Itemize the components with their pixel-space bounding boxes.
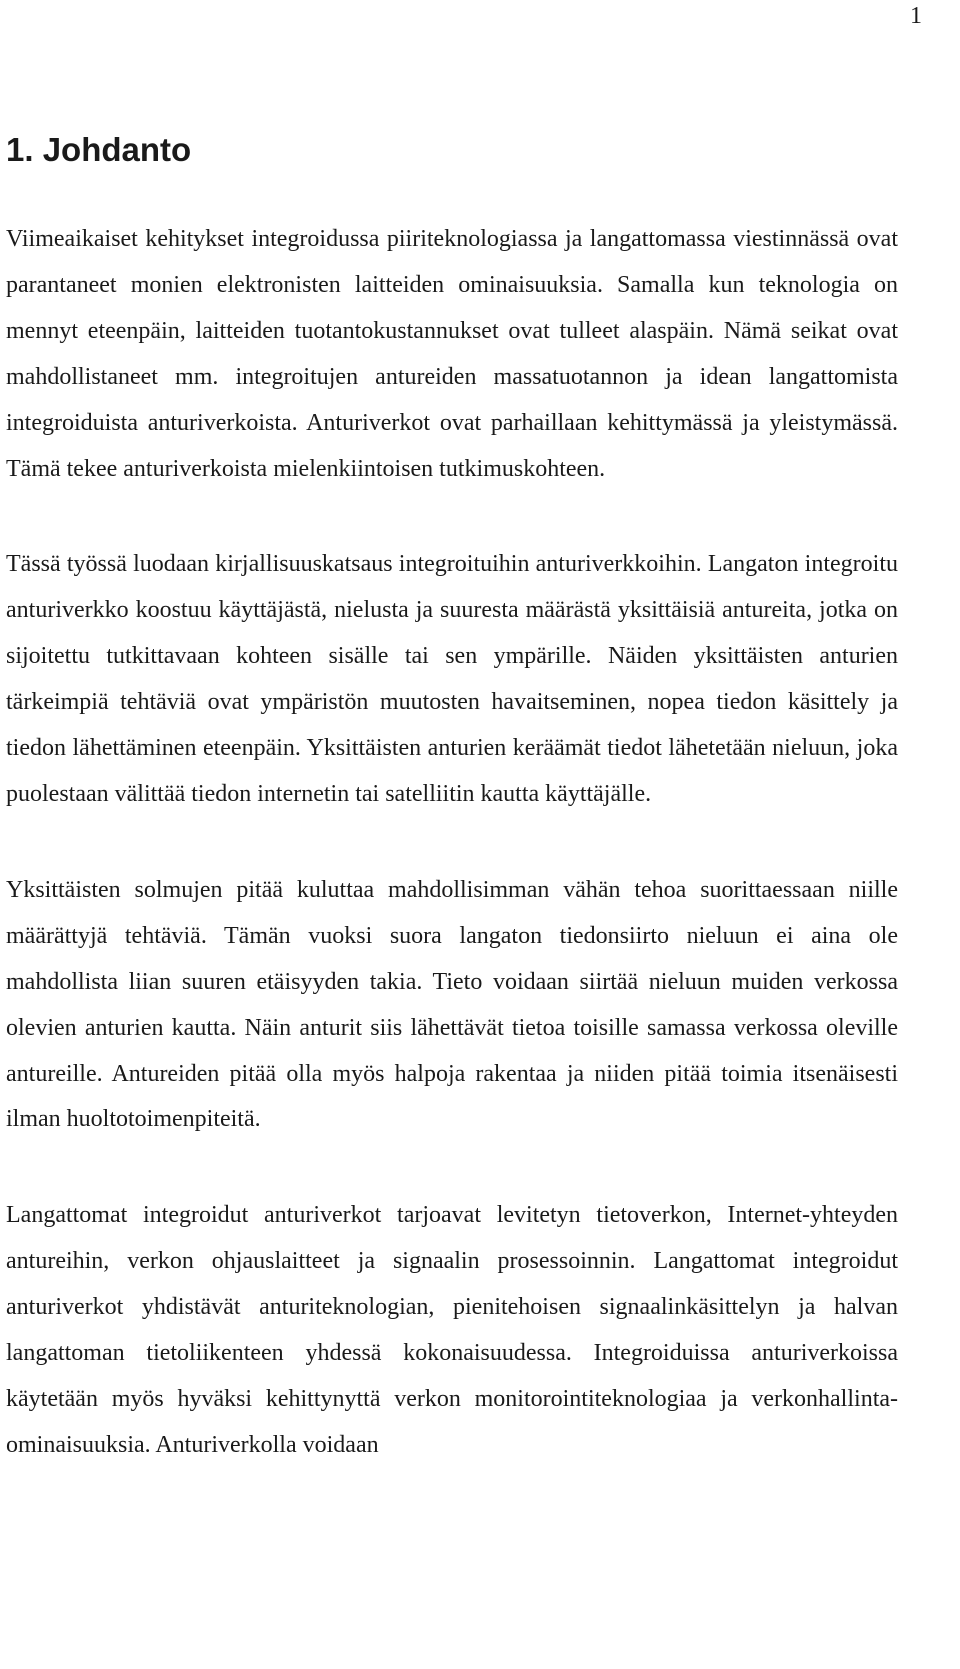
chapter-title: 1. Johdanto bbox=[6, 131, 192, 168]
paragraph-sensor-network: Tässä työssä luodaan kirjallisuuskatsaus integroituihin anturiverkkoihin. Langaton integroitu anturiverkko koostuu käyttäjästä, nielusta ja suuresta määrästä yksittäisiä antureita, jotka on sijoitettu tutkittavaan kohteen sisälle tai sen ympärille. Näiden yksittäisten anturien tärkeimpiä tehtäviä ovat ympäristön muutosten havaitseminen, nopea tiedon käsittely ja tiedon lähettäminen eteenpäin. Yksittäisten anturien keräämät tiedot lähetetään nieluun, joka puolestaan välittää tiedon internetin tai satelliitin kautta käyttäjälle. bbox=[6, 551, 898, 807]
page-number: 1 bbox=[910, 3, 922, 29]
body-text bbox=[6, 217, 898, 1519]
paragraph-intro: Viimeaikaiset kehitykset integroidussa piiriteknologiassa ja langattomassa viestinnässä ovat parantaneet monien elektronisten laitteiden ominaisuuksia. Samalla kun teknologia on mennyt eteenpäin, laitteiden tuotantokustannukset ovat tulleet alaspäin. Nämä seikat ovat mahdollistaneet mm. integroitujen antureiden massatuotannon ja idean langattomista integroiduista anturiverkoista. Anturiverkot ovat parhaillaan kehittymässä ja yleistymässä. Tämä tekee anturiverkoista mielenkiintoisen tutkimuskohteen. bbox=[6, 226, 898, 482]
paragraph-features: Langattomat integroidut anturiverkot tarjoavat levitetyn tietoverkon, Internet-yhteyden antureihin, verkon ohjauslaitteet ja signaalin prosessoinnin. Langattomat integroidut anturiverkot yhdistävät anturiteknologian, pienitehoisen signaalinkäsittelyn ja halvan langattoman tietoliikenteen yhdessä kokonaisuudessa. Integroiduissa anturiverkoissa käytetään myös hyväksi kehittynyttä verkon monitorointiteknologiaa ja verkonhallinta-ominaisuuksia. Anturiverkolla voidaan bbox=[6, 1202, 898, 1458]
paragraph-power-consumption: Yksittäisten solmujen pitää kuluttaa mahdollisimman vähän tehoa suorittaessaan niille määrättyjä tehtäviä. Tämän vuoksi suora langaton tiedonsiirto nieluun ei aina ole mahdollista liian suuren etäisyyden takia. Tieto voidaan siirtää nieluun muiden verkossa olevien anturien kautta. Näin anturit siis lähettävät tietoa toisille samassa verkossa oleville antureille. Antureiden pitää olla myös halpoja rakentaa ja niiden pitää toimia itsenäisesti ilman huoltotoimenpiteitä. bbox=[6, 876, 898, 1133]
